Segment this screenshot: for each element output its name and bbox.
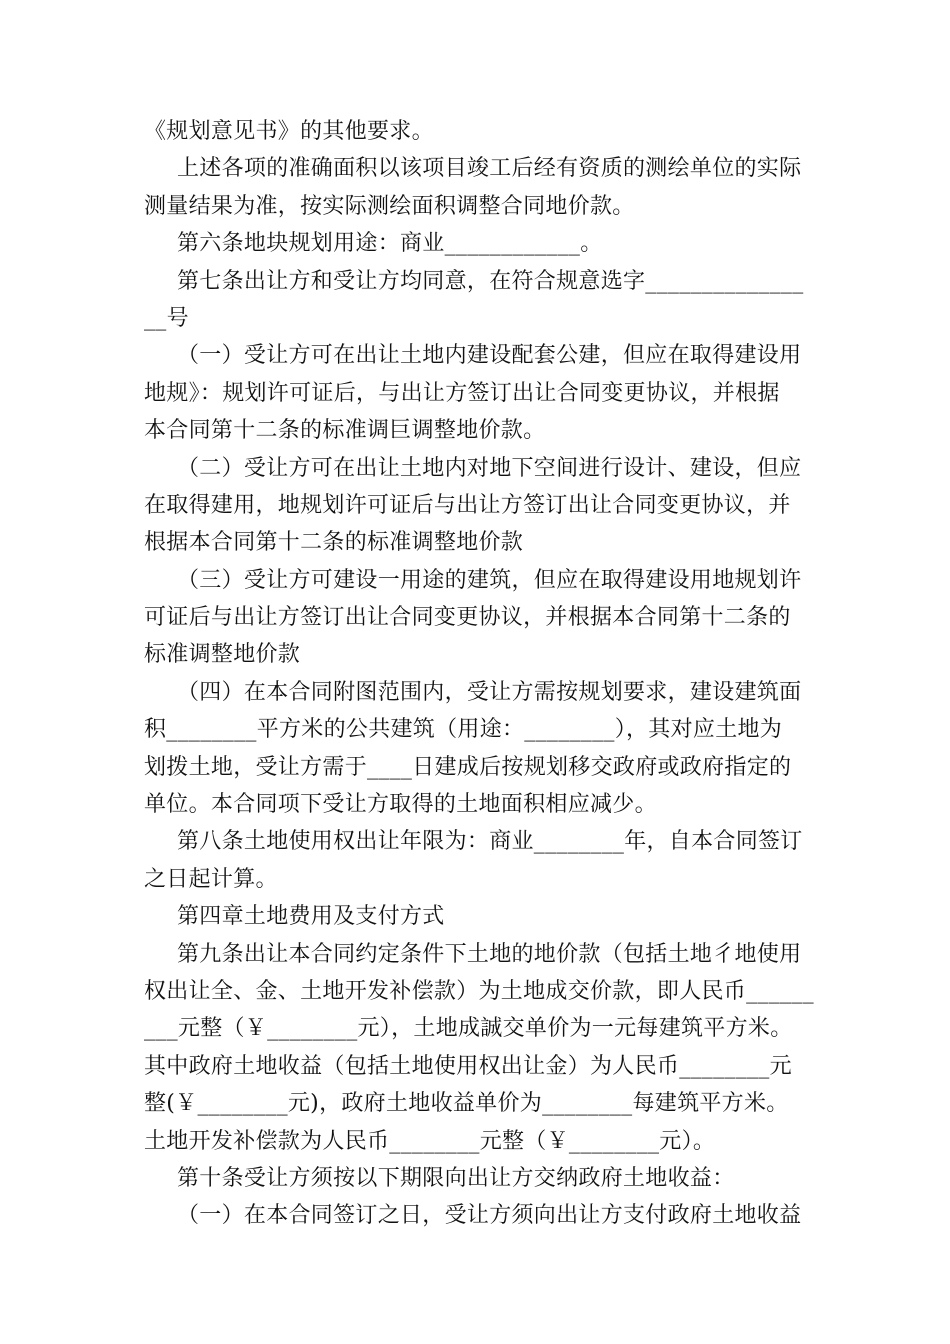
text-line: ___元整（￥________元），土地成誠交单价为一元每建筑平方米。 [144,1016,793,1042]
text-line: 可证后与出让方签订出让合同变更协议，并根据本合同第十二条的 [144,605,791,631]
text-line: 在取得建用，地规划许可证后与出让方签订出让合同变更协议，并 [144,492,791,518]
text-line: 标准调整地价款 [144,642,301,668]
text-line: 《规划意见书》的其他要求。 [144,119,434,144]
article-9-heading: 第九条出让本合同约定条件下土地的地价款（包括土地彳地使用 [177,941,802,967]
text-line: __号 [144,305,189,331]
chapter-4-heading: 第四章土地费用及支付方式 [177,904,445,930]
document-body [144,113,814,1235]
text-line: 权出让全、金、土地开发补偿款）为土地成交价款，即人民币______ [144,978,814,1004]
text-line: 整(￥________元)，政府土地收益单价为________每建筑平方米。 [144,1091,789,1117]
text-line: 土地开发补偿款为人民币________元整（￥________元）。 [144,1128,716,1154]
text-line: 本合同第十二条的标准调巨调整地价款。 [144,418,546,444]
clause-1: （一）在本合同签订之日，受让方须向出让方支付政府土地收益 [177,1203,802,1229]
text-line: 地规》：规划许可证后，与出让方签订出让合同变更协议，并根据 [144,380,780,406]
text-line: 单位。本合同项下受让方取得的土地面积相应减少。 [144,792,657,818]
text-line: 积________平方米的公共建筑（用途：________），其对应土地为 [144,717,783,743]
text-line: 测量结果为准，按实际测绘面积调整合同地价款。 [144,193,635,219]
text-line: 根据本合同第十二条的标准调整地价款 [144,530,524,556]
clause-4: （四）在本合同附图范围内，受让方需按规划要求，建设建筑面 [177,679,802,705]
article-6-heading: 第六条地块规划用途：商业____________。 [177,231,603,257]
text-line: 上述各项的准确面积以该项目竣工后经有资质的测绘单位的实际 [177,156,802,182]
article-7-heading: 第七条出让方和受让方均同意，在符合规意选字______________ [177,268,804,294]
clause-2: （二）受让方可在出让土地内对地下空间进行设计、建设，但应 [177,455,802,481]
text-line: 划拨土地，受让方需于____日建成后按规划移交政府或政府指定的 [144,754,792,780]
clause-1: （一）受让方可在出让土地内建设配套公建，但应在取得建设用 [177,343,802,369]
article-8-heading: 第八条土地使用权出让年限为：商业________年，自本合同签订 [177,829,803,855]
text-line: 其中政府土地收益（包括土地使用权出让金）为人民币________元 [144,1053,792,1079]
text-line: 之日起计算。 [144,866,278,892]
clause-3: （三）受让方可建设一用途的建筑，但应在取得建设用地规划许 [177,567,802,593]
article-10-heading: 第十条受让方须按以下期限向出让方交纳政府土地收益： [177,1165,735,1191]
